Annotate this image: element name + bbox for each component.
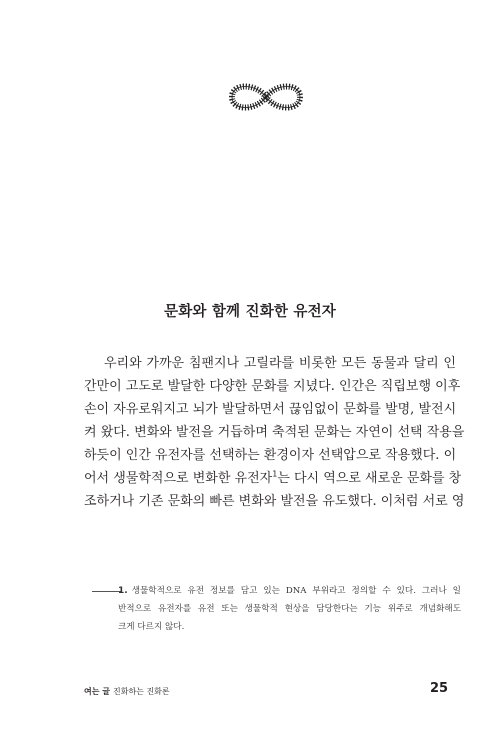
footnote-marker: 1 bbox=[272, 469, 278, 479]
body-line-tail: 는 다시 역으로 새로운 문화를 창 bbox=[277, 471, 462, 486]
body-line-head: 어서 생물학적으로 변화한 유전자 bbox=[84, 471, 273, 486]
section-title: 문화와 함께 진화한 유전자 bbox=[163, 304, 337, 320]
footnote-line: 크게 다르지 않다. bbox=[118, 622, 185, 632]
footnote-line bbox=[118, 584, 461, 598]
infinity-icon bbox=[226, 73, 306, 121]
footer-series: 여는 글 bbox=[84, 687, 110, 696]
body-line bbox=[84, 469, 462, 489]
footnote-text: 생물학적으로 유전 정보를 담고 있는 DNA 부위라고 정의할 수 있다. 그러나 일 bbox=[131, 586, 461, 596]
body-line: 조하거나 기존 문화의 빠른 변화와 발전을 유도했다. 이처럼 서로 영 bbox=[84, 494, 465, 509]
running-footer bbox=[84, 686, 170, 697]
footnote-line: 반적으로 유전자를 유전 또는 생물학적 현상을 담당한다는 기능 위주로 개념화해도 bbox=[118, 604, 461, 614]
body-line: 우리와 가까운 침팬지나 고릴라를 비롯한 모든 동물과 달리 인 bbox=[104, 356, 456, 371]
page-number: 25 bbox=[430, 681, 449, 696]
body-line: 간만이 고도로 발달한 다양한 문화를 지녔다. 인간은 직립보행 이후 bbox=[84, 379, 461, 394]
body-line: 손이 자유로워지고 뇌가 발달하면서 끊임없이 문화를 발명, 발전시 bbox=[84, 402, 457, 417]
body-line: 켜 왔다. 변화와 발전을 거듭하며 축적된 문화는 자연이 선택 작용을 bbox=[84, 425, 465, 440]
footnote-number: 1. bbox=[118, 586, 128, 596]
footer-book-title: 진화하는 진화론 bbox=[112, 687, 170, 696]
body-line: 하듯이 인간 유전자를 선택하는 환경이자 선택압으로 작용했다. 이 bbox=[84, 448, 457, 463]
